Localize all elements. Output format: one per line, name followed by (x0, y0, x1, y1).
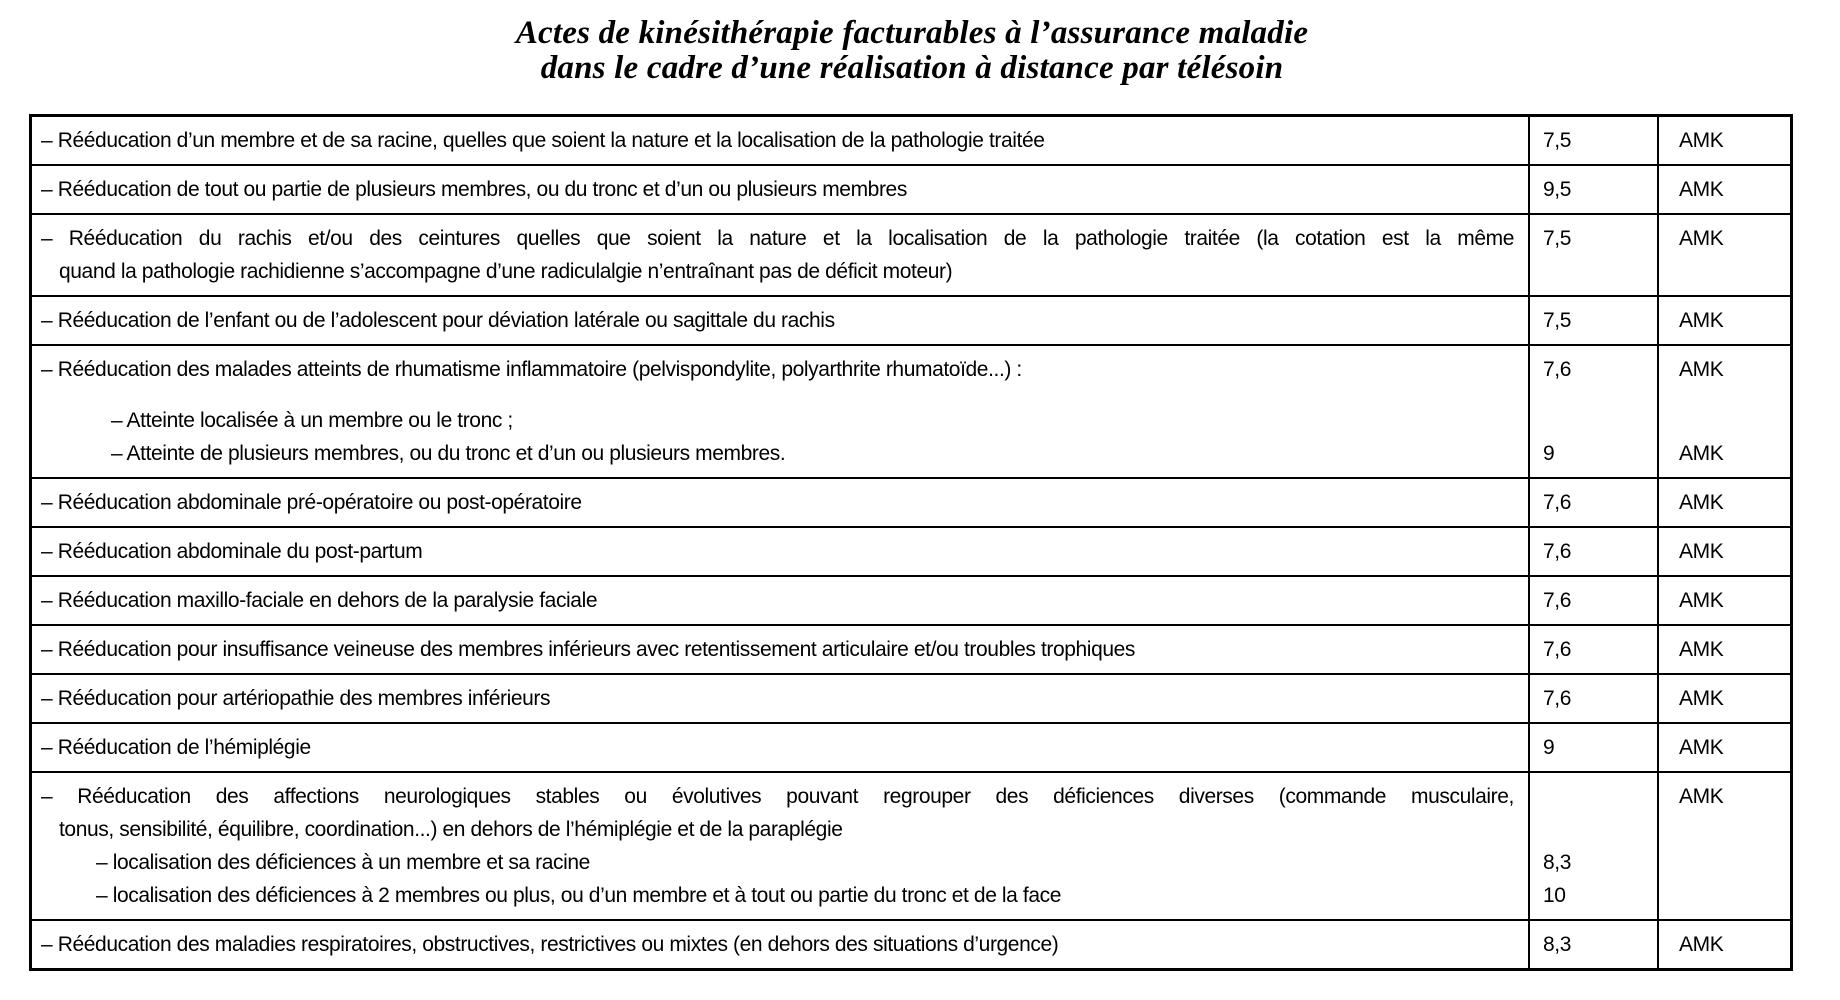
coefficient-value (1543, 780, 1657, 813)
page-title (0, 16, 1824, 86)
description-cell (32, 921, 1530, 968)
code-cell (1659, 297, 1790, 344)
description-cell (32, 773, 1530, 919)
code-cell (1659, 166, 1790, 213)
code-value (1679, 879, 1790, 912)
description-line: – Rééducation d’un membre et de sa racine, quelles que soient la nature et la localisation de la pathologie traitée (41, 129, 1045, 152)
coefficient-cell (1530, 675, 1659, 722)
description-line: – Rééducation abdominale pré-opératoire ou post-opératoire (41, 491, 582, 514)
description-line: tonus, sensibilité, équilibre, coordination...) en dehors de l’hémiplégie et de la paraplégie (59, 818, 843, 841)
coefficient-value: 7,5 (1543, 227, 1571, 250)
table-row (32, 297, 1790, 346)
code-value: AMK (1679, 358, 1724, 381)
code-value: AMK (1679, 309, 1724, 332)
table-row (32, 921, 1790, 968)
table-row (32, 117, 1790, 166)
code-cell (1659, 528, 1790, 575)
table-row (32, 215, 1790, 297)
table-row (32, 724, 1790, 773)
page-title-line-1: Actes de kinésithérapie facturables à l’assurance maladie (515, 15, 1309, 51)
coefficient-value: 7,6 (1543, 687, 1571, 710)
coefficient-cell (1530, 346, 1659, 477)
description-line: – localisation des déficiences à un membre et sa racine (96, 851, 590, 874)
code-value: AMK (1679, 785, 1724, 808)
code-cell (1659, 346, 1790, 477)
coefficient-value: 7,6 (1543, 540, 1571, 563)
code-cell (1659, 921, 1790, 968)
description-line: – Rééducation de l’enfant ou de l’adolescent pour déviation latérale ou sagittale du rachis (41, 309, 835, 332)
coefficient-value: 9,5 (1543, 178, 1571, 201)
code-cell (1659, 215, 1790, 295)
coefficient-value: 7,5 (1543, 309, 1571, 332)
code-cell (1659, 479, 1790, 526)
description-line: – Rééducation du rachis et/ou des ceintures quelles que soient la nature et la localisation de la pathologie traitée (la cotation est la même (41, 227, 1514, 250)
code-value: AMK (1679, 129, 1724, 152)
coefficient-cell (1530, 117, 1659, 164)
description-cell (32, 346, 1530, 477)
code-value: AMK (1679, 491, 1724, 514)
description-line: – Rééducation de tout ou partie de plusieurs membres, ou du tronc et d’un ou plusieurs membres (41, 178, 907, 201)
description-line: – Rééducation des maladies respiratoires, obstructives, restrictives ou mixtes (en dehors des situations d’urgence) (41, 933, 1059, 956)
line-gap (1543, 386, 1657, 404)
coefficient-value: 7,6 (1543, 589, 1571, 612)
description-line: – Atteinte de plusieurs membres, ou du tronc et d’un ou plusieurs membres. (111, 442, 786, 465)
acts-table (29, 114, 1793, 971)
table-row (32, 528, 1790, 577)
description-cell (32, 626, 1530, 673)
description-cell (32, 297, 1530, 344)
table-row (32, 166, 1790, 215)
coefficient-cell (1530, 297, 1659, 344)
coefficient-value: 9 (1543, 442, 1555, 465)
line-gap (1679, 386, 1790, 404)
code-value: AMK (1679, 540, 1724, 563)
code-cell (1659, 773, 1790, 919)
code-value: AMK (1679, 227, 1724, 250)
description-cell (32, 117, 1530, 164)
coefficient-value: 8,3 (1543, 851, 1571, 874)
code-cell (1659, 577, 1790, 624)
description-cell (32, 166, 1530, 213)
coefficient-value: 9 (1543, 736, 1555, 759)
description-line: – Atteinte localisée à un membre ou le tronc ; (111, 409, 513, 432)
code-value: AMK (1679, 736, 1724, 759)
coefficient-value (1543, 813, 1657, 846)
description-line: – Rééducation pour artériopathie des membres inférieurs (41, 687, 551, 710)
description-cell (32, 675, 1530, 722)
coefficient-cell (1530, 166, 1659, 213)
code-cell (1659, 724, 1790, 771)
coefficient-cell (1530, 528, 1659, 575)
code-value (1679, 404, 1790, 437)
code-value: AMK (1679, 638, 1724, 661)
coefficient-value: 8,3 (1543, 933, 1571, 956)
description-cell (32, 528, 1530, 575)
description-line: – Rééducation abdominale du post-partum (41, 540, 423, 563)
code-value: AMK (1679, 442, 1724, 465)
code-value: AMK (1679, 178, 1724, 201)
description-line: – Rééducation des malades atteints de rhumatisme inflammatoire (pelvispondylite, polyarthrite rhumatoïde...) : (41, 358, 1022, 381)
coefficient-value (1543, 255, 1657, 288)
coefficient-value: 10 (1543, 884, 1566, 907)
table-row (32, 675, 1790, 724)
coefficient-cell (1530, 921, 1659, 968)
description-cell (32, 215, 1530, 295)
table-row (32, 346, 1790, 479)
description-line: – Rééducation de l’hémiplégie (41, 736, 311, 759)
coefficient-cell (1530, 626, 1659, 673)
line-gap (41, 386, 1514, 404)
table-row (32, 479, 1790, 528)
description-cell (32, 724, 1530, 771)
code-value (1679, 846, 1790, 879)
code-value: AMK (1679, 933, 1724, 956)
coefficient-value: 7,5 (1543, 129, 1571, 152)
table-row (32, 577, 1790, 626)
description-cell (32, 479, 1530, 526)
description-cell (32, 577, 1530, 624)
coefficient-cell (1530, 577, 1659, 624)
page-title-line-2: dans le cadre d’une réalisation à distance par télésoin (540, 50, 1284, 86)
coefficient-value: 7,6 (1543, 491, 1571, 514)
code-cell (1659, 117, 1790, 164)
coefficient-cell (1530, 773, 1659, 919)
coefficient-value: 7,6 (1543, 358, 1571, 381)
code-value (1679, 255, 1790, 288)
code-value: AMK (1679, 589, 1724, 612)
code-value: AMK (1679, 687, 1724, 710)
description-line: – Rééducation maxillo-faciale en dehors de la paralysie faciale (41, 589, 598, 612)
code-value (1679, 813, 1790, 846)
description-line: quand la pathologie rachidienne s’accompagne d’une radiculalgie n’entraînant pas de déficit moteur) (59, 260, 953, 283)
coefficient-value: 7,6 (1543, 638, 1571, 661)
code-cell (1659, 675, 1790, 722)
coefficient-cell (1530, 724, 1659, 771)
description-line: – localisation des déficiences à 2 membres ou plus, ou d’un membre et à tout ou partie du tronc et de la face (96, 884, 1061, 907)
table-row (32, 773, 1790, 921)
code-cell (1659, 626, 1790, 673)
coefficient-value (1543, 404, 1657, 437)
coefficient-cell (1530, 215, 1659, 295)
description-line: – Rééducation des affections neurologiques stables ou évolutives pouvant regrouper des déficiences diverses (commande musculaire, (41, 785, 1514, 808)
coefficient-cell (1530, 479, 1659, 526)
table-row (32, 626, 1790, 675)
description-line: – Rééducation pour insuffisance veineuse des membres inférieurs avec retentissement articulaire et/ou troubles trophiques (41, 638, 1136, 661)
